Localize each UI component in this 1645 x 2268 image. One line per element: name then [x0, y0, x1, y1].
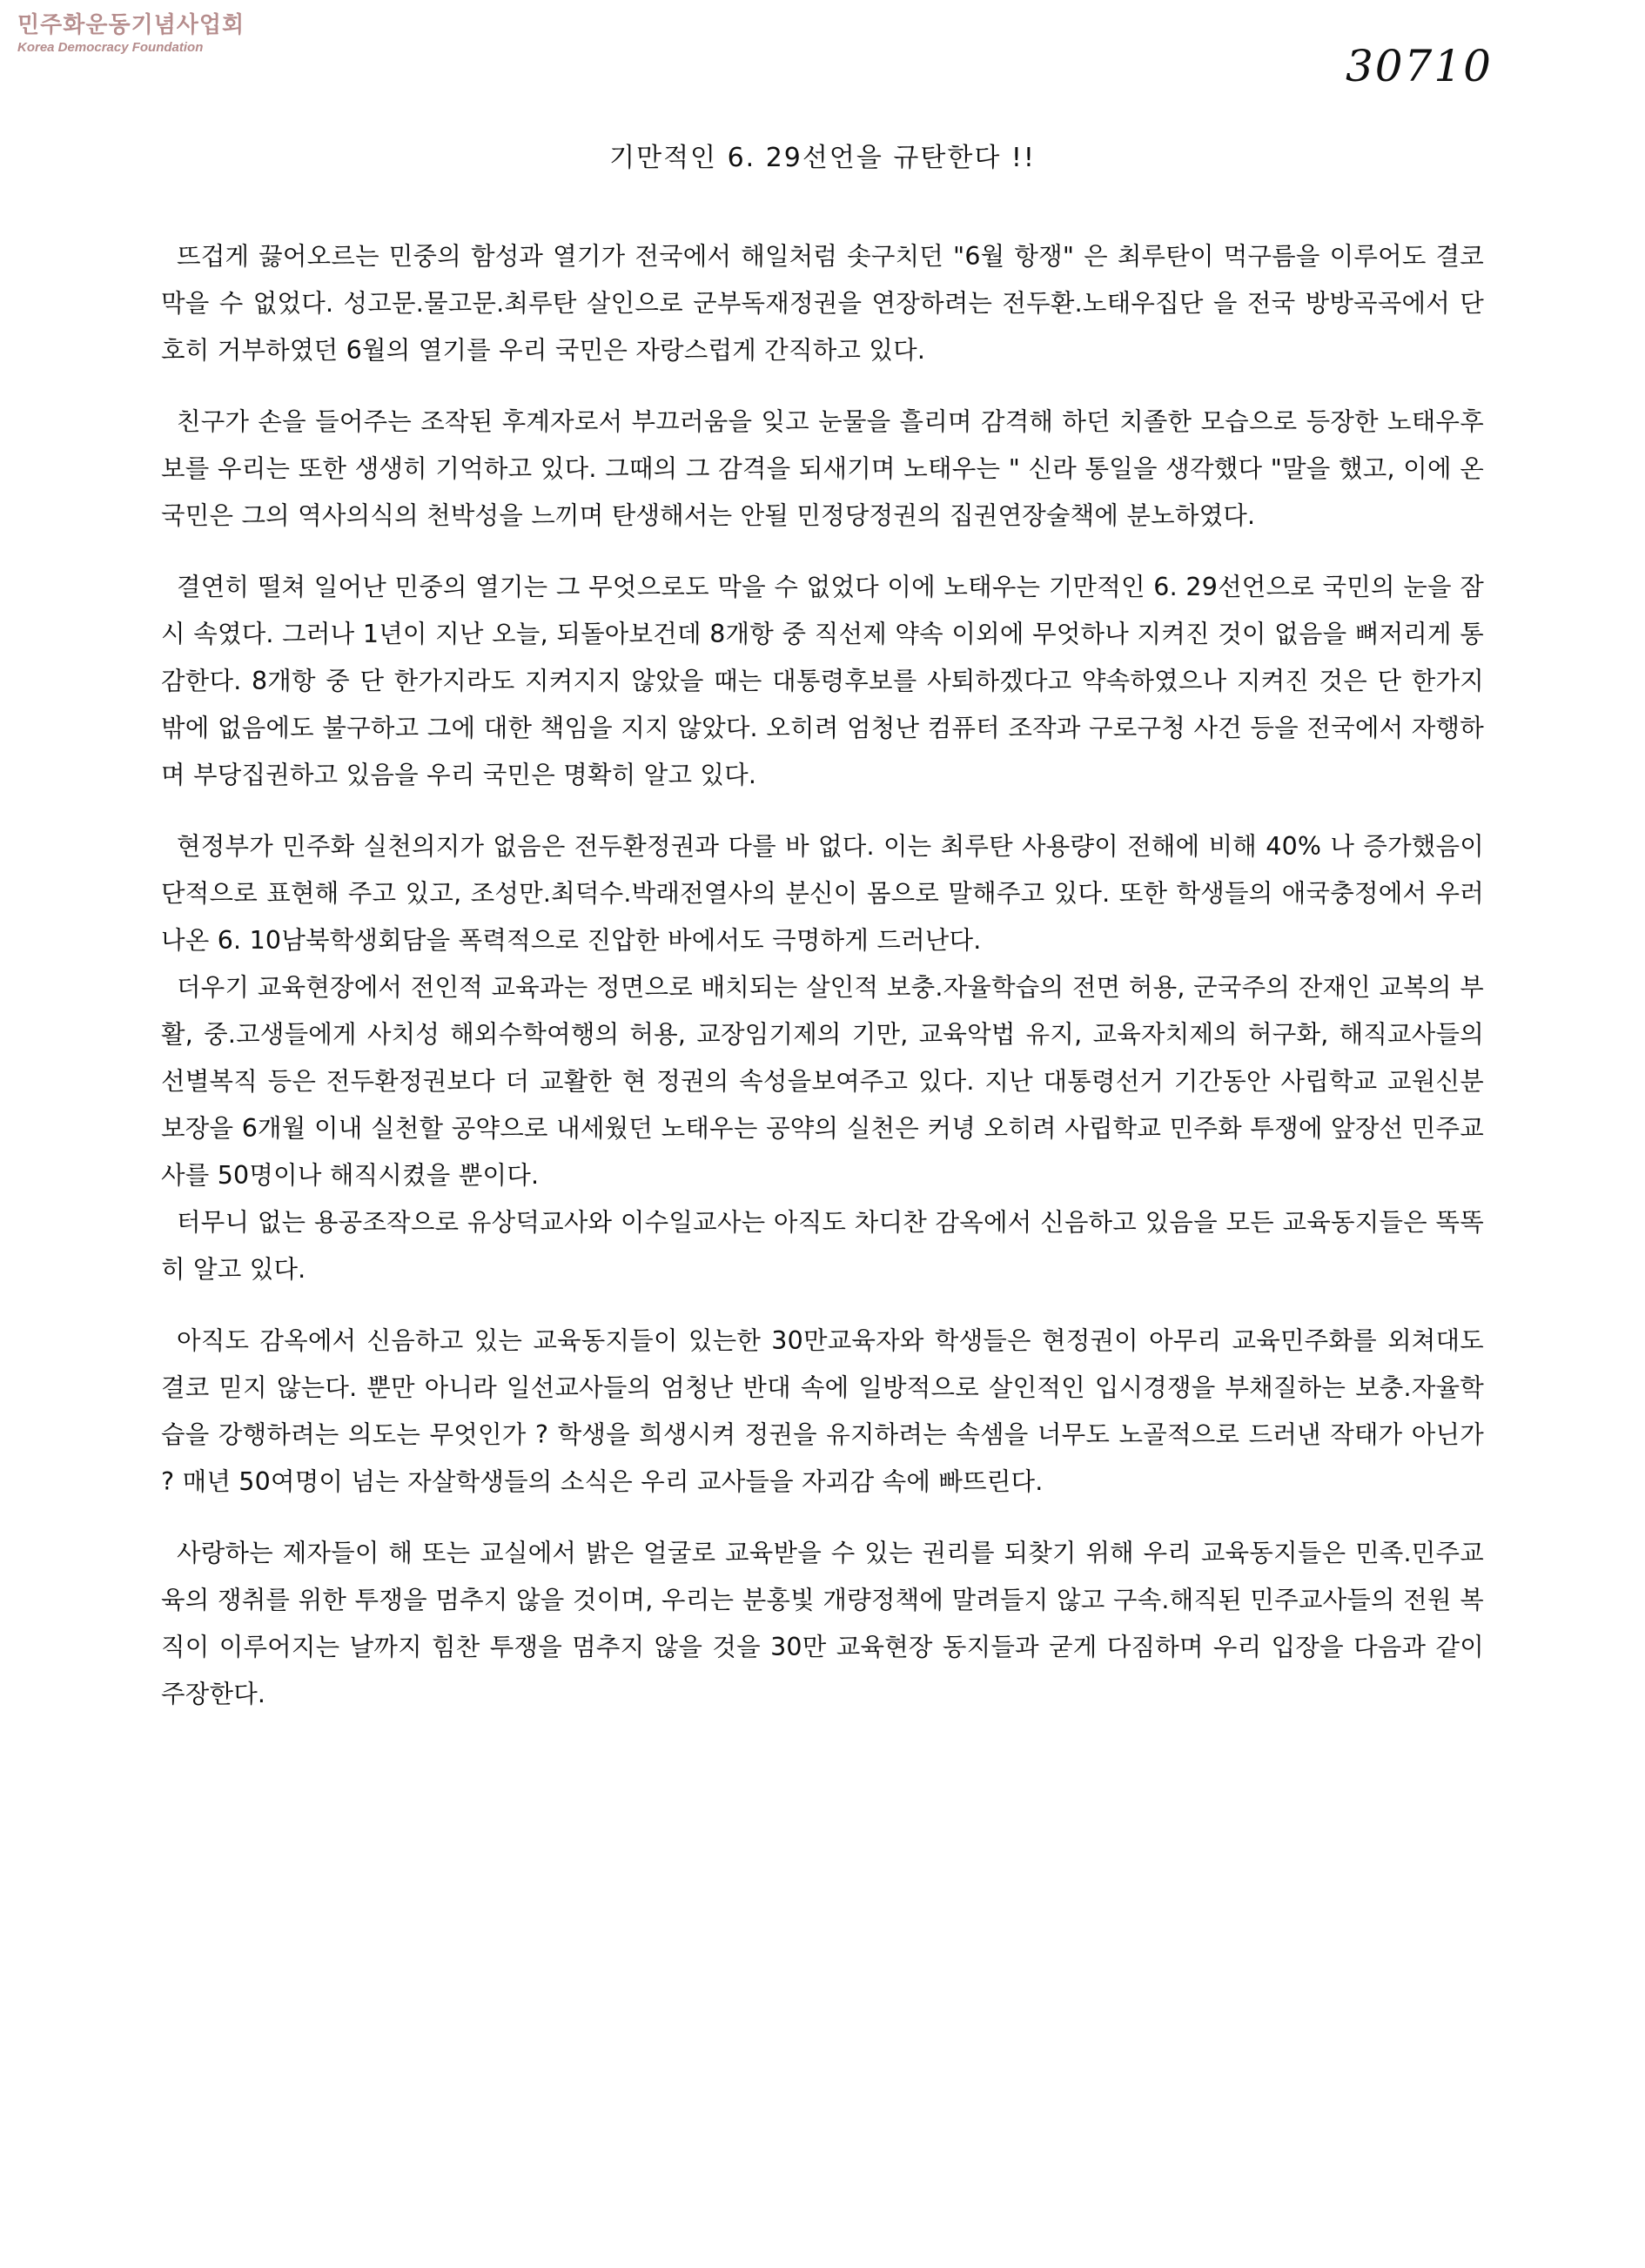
paragraph-imprisoned-teachers: 터무니 없는 용공조작으로 유상덕교사와 이수일교사는 아직도 차디찬 감옥에서 신음하고 있음을 모든 교육동지들은 똑똑히 알고 있다. [161, 1208, 1484, 1284]
watermark-korean: 민주화운동기념사업회 [17, 12, 245, 38]
paragraph-education-field: 더우기 교육현장에서 전인적 교육과는 정면으로 배치되는 살인적 보충.자율학습의 전면 허용, 군국주의 잔재인 교복의 부활, 중.고생들에게 사치성 해외수학여행의 허용, 교장임기제의 기만, 교육악법 유지, 교육자치제의 허구화, 해직교사들의 선별복직 등은 전두환정권보다 더 교활한 현 정권의 속성을보여주고 있다. 지난 대통령선거 기간동안 사립학교 교원신분 보장을 6개월 이내 실천할 공약으로 내세웠던 노태우는 공약의 실천은 커녕 오히려 사립학교 민주화 투쟁에 앞장선 민주교사를 50명이나 해직시켰을 뿐이다. [161, 973, 1484, 1190]
watermark [17, 12, 245, 56]
paragraph-colleagues: 아직도 감옥에서 신음하고 있는 교육동지들이 있는한 30만교육자와 학생들은 현정권이 아무리 교육민주화를 외쳐대도 결코 믿지 않는다. 뿐만 아니라 일선교사들의 엄청난 반대 속에 일방적으로 살인적인 입시경쟁을 부채질하는 보충.자율학습을 강행하려는 의도는 무엇인가 ? 학생을 희생시켜 정권을 유지하려는 속셈을 너무도 노골적으로 드러낸 작태가 아닌가 ? 매년 50여명이 넘는 자살학생들의 소식은 우리 교사들을 자괴감 속에 빠뜨린다. [161, 1326, 1485, 1496]
paragraph-resolution: 사랑하는 제자들이 해 또는 교실에서 밝은 얼굴로 교육받을 수 있는 권리를 되찾기 위해 우리 교육동지들은 민족.민주교육의 쟁취를 위한 투쟁을 멈추지 않을 것이며, 우리는 분홍빛 개량정책에 말려들지 않고 구속.해직된 민주교사들의 전원 복직이 이루어지는 날까지 힘찬 투쟁을 멈추지 않을 것을 30만 교육현장 동지들과 굳게 다짐하며 우리 입장을 다음과 같이 주장한다. [161, 1539, 1484, 1708]
document-title: 기만적인 6. 29선언을 규탄한다 !! [609, 143, 1036, 173]
paragraph-government: 현정부가 민주화 실천의지가 없음은 전두환정권과 다를 바 없다. 이는 최루탄 사용량이 전해에 비해 40% 나 증가했음이 단적으로 표현해 주고 있고, 조성만.최덕수.박래전열사의 분신이 몸으로 말해주고 있다. 또한 학생들의 애국충정에서 우러나온 6. 10남북학생회담을 폭력적으로 진압한 바에서도 극명하게 드러난다. [161, 832, 1484, 955]
paragraph-june-uprising: 뜨겁게 끓어오르는 민중의 함성과 열기가 전국에서 해일처럼 솟구치던 "6월 항쟁" 은 최루탄이 먹구름을 이루어도 결코 막을 수 없었다. 성고문.물고문.최루탄 살인으로 군부독재정권을 연장하려는 전두환.노태우집단 을 전국 방방곡곡에서 단호히 거부하였던 6월의 열기를 우리 국민은 자랑스럽게 간직하고 있다. [161, 242, 1484, 365]
document-number: 30710 [1345, 41, 1493, 91]
paragraph-roh-candidate: 친구가 손을 들어주는 조작된 후계자로서 부끄러움을 잊고 눈물을 흘리며 감격해 하던 치졸한 모습으로 등장한 노태우후보를 우리는 또한 생생히 기억하고 있다. 그때의 그 감격을 되새기며 노태우는 " 신라 통일을 생각했다 "말을 했고, 이에 온 국민은 그의 역사의식의 천박성을 느끼며 탄생해서는 안될 민정당정권의 집권연장술책에 분노하였다. [161, 407, 1484, 530]
watermark-english: Korea Democracy Foundation [17, 40, 204, 55]
document-body [161, 233, 1484, 1718]
paragraph-declaration: 결연히 떨쳐 일어난 민중의 열기는 그 무엇으로도 막을 수 없었다 이에 노태우는 기만적인 6. 29선언으로 국민의 눈을 잠시 속였다. 그러나 1년이 지난 오늘, 되돌아보건데 8개항 중 직선제 약속 이외에 무엇하나 지켜진 것이 없음을 뼈저리게 통감한다. 8개항 중 단 한가지라도 지켜지지 않았을 때는 대통령후보를 사퇴하겠다고 약속하였으나 지켜진 것은 단 한가지 밖에 없음에도 불구하고 그에 대한 책임을 지지 않았다. 오히려 엄청난 컴퓨터 조작과 구로구청 사건 등을 전국에서 자행하며 부당집권하고 있음을 우리 국민은 명확히 알고 있다. [161, 573, 1484, 789]
